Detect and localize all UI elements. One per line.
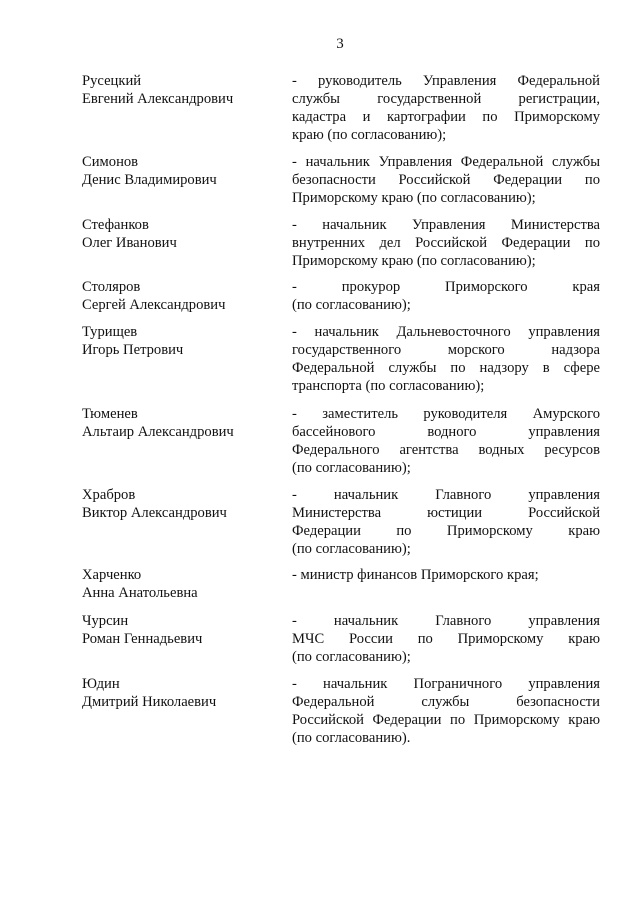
member-entry: [82, 153, 600, 207]
member-role: [292, 278, 600, 314]
member-role: [292, 405, 600, 477]
member-name-line: Дмитрий Николаевич: [82, 694, 217, 710]
member-role-line: (по согласованию);: [292, 460, 411, 476]
member-role-line: - начальник Управления Федеральной службы: [292, 154, 600, 170]
member-role-line: службы государственной регистрации,: [292, 91, 600, 107]
member-name-line: Сергей Александрович: [82, 297, 226, 313]
member-role-line: Федеральной службы безопасности: [292, 694, 600, 710]
member-role: [292, 216, 600, 270]
member-entry: [82, 675, 600, 747]
member-entry: [82, 72, 600, 144]
member-role-line: - начальник Главного управления: [292, 487, 600, 503]
member-name-line: Харченко: [82, 567, 142, 583]
member-name: [82, 153, 292, 207]
member-role-line: (по согласованию).: [292, 730, 411, 746]
member-name: [82, 486, 292, 558]
member-role-line: транспорта (по согласованию);: [292, 378, 485, 394]
member-name-line: Олег Иванович: [82, 235, 177, 251]
member-name-line: Храбров: [82, 487, 136, 503]
member-entry: [82, 278, 600, 314]
member-role-line: (по согласованию);: [292, 541, 411, 557]
member-role-line: - начальник Пограничного управления: [292, 676, 600, 692]
member-role-line: - руководитель Управления Федеральной: [292, 73, 600, 89]
member-role-line: (по согласованию);: [292, 649, 411, 665]
member-entry: [82, 486, 600, 558]
member-role-line: внутренних дел Российской Федерации по: [292, 235, 600, 251]
member-role: [292, 566, 600, 602]
member-name-line: Стефанков: [82, 217, 149, 233]
member-entry: [82, 566, 600, 602]
member-role-line: Министерства юстиции Российской: [292, 505, 600, 521]
member-role-line: Приморскому краю (по согласованию);: [292, 253, 536, 269]
member-role-line: - заместитель руководителя Амурского: [292, 406, 600, 422]
member-role-line: Федеральной службы по надзору в сфере: [292, 360, 600, 376]
member-role-line: Российской Федерации по Приморскому краю: [292, 712, 600, 728]
member-name-line: Русецкий: [82, 73, 142, 89]
member-name-line: Юдин: [82, 676, 120, 692]
member-name: [82, 675, 292, 747]
member-name: [82, 612, 292, 666]
member-role: [292, 486, 600, 558]
member-name-line: Симонов: [82, 154, 139, 170]
member-role-line: МЧС России по Приморскому краю: [292, 631, 600, 647]
member-role: [292, 72, 600, 144]
member-role-line: - министр финансов Приморского края;: [292, 567, 539, 583]
member-name-line: Чурсин: [82, 613, 129, 629]
member-entry: [82, 216, 600, 270]
member-name: [82, 405, 292, 477]
member-role-line: Федерации по Приморскому краю: [292, 523, 600, 539]
member-name-line: Столяров: [82, 279, 141, 295]
member-name-line: Денис Владимирович: [82, 172, 217, 188]
member-name-line: Тюменев: [82, 406, 138, 422]
member-role: [292, 612, 600, 666]
member-name-line: Игорь Петрович: [82, 342, 184, 358]
member-role: [292, 153, 600, 207]
page-number: 3: [336, 36, 344, 52]
member-role-line: - начальник Главного управления: [292, 613, 600, 629]
member-name-line: Анна Анатольевна: [82, 585, 198, 601]
member-role-line: Федерального агентства водных ресурсов: [292, 442, 600, 458]
member-role-line: безопасности Российской Федерации по: [292, 172, 600, 188]
member-role: [292, 323, 600, 395]
member-name: [82, 72, 292, 144]
member-name: [82, 566, 292, 602]
member-role-line: - прокурор Приморского края: [292, 279, 600, 295]
member-role-line: Приморскому краю (по согласованию);: [292, 190, 536, 206]
member-entry: [82, 323, 600, 395]
member-role-line: кадастра и картографии по Приморскому: [292, 109, 600, 125]
member-role: [292, 675, 600, 747]
member-role-line: государственного морского надзора: [292, 342, 600, 358]
member-entry: [82, 405, 600, 477]
member-name-line: Альтаир Александрович: [82, 424, 234, 440]
member-name-line: Роман Геннадьевич: [82, 631, 203, 647]
member-role-line: - начальник Дальневосточного управления: [292, 324, 600, 340]
member-role-line: бассейнового водного управления: [292, 424, 600, 440]
member-role-line: - начальник Управления Министерства: [292, 217, 600, 233]
member-name: [82, 216, 292, 270]
member-role-line: (по согласованию);: [292, 297, 411, 313]
member-name: [82, 323, 292, 395]
member-entry: [82, 612, 600, 666]
member-name: [82, 278, 292, 314]
member-role-line: краю (по согласованию);: [292, 127, 447, 143]
member-name-line: Виктор Александрович: [82, 505, 227, 521]
member-name-line: Евгений Александрович: [82, 91, 234, 107]
member-name-line: Турищев: [82, 324, 138, 340]
